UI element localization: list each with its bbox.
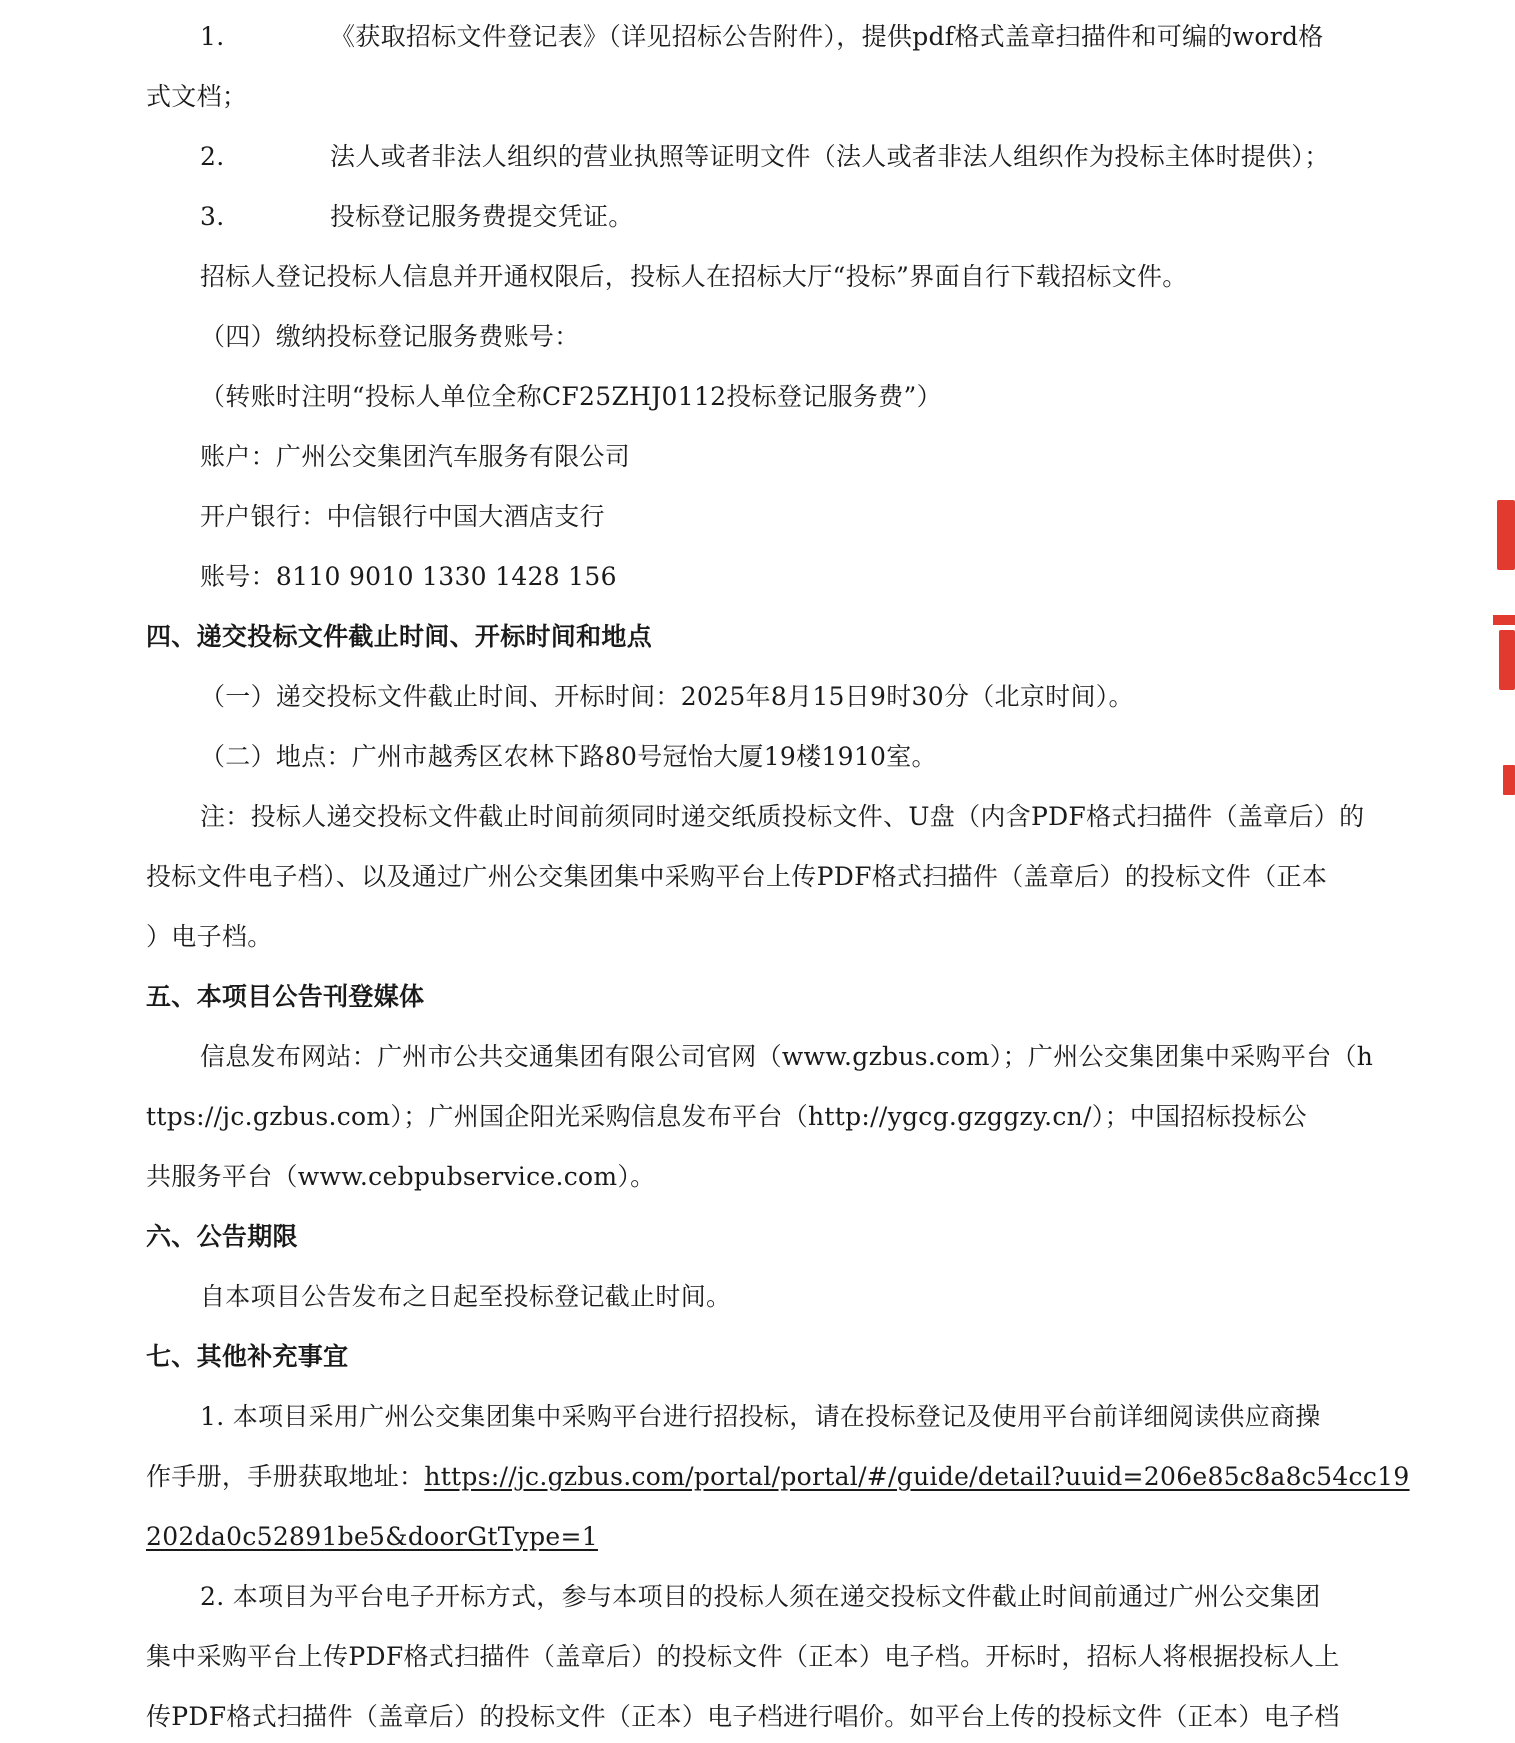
- bid-location: （二）地点：广州市越秀区农林下路80号冠怡大厦19楼1910室。: [200, 742, 937, 771]
- submission-note-line-2: 投标文件电子档）、以及通过广州公交集团集中采购平台上传PDF格式扫描件（盖章后）的投标文件（正本: [146, 862, 1328, 891]
- submission-note-line-3: ）电子档。: [146, 922, 273, 951]
- fee-account-title: （四）缴纳投标登记服务费账号：: [200, 322, 580, 351]
- manual-address-label: 作手册，手册获取地址：: [146, 1462, 425, 1491]
- fee-transfer-note: （转账时注明“投标人单位全称CF25ZHJ0112投标登记服务费”）: [200, 382, 942, 411]
- stamp-mark-2: [1493, 615, 1515, 625]
- requirement-item-3: [200, 202, 1465, 232]
- item-text: 法人或者非法人组织的营业执照等证明文件（法人或者非法人组织作为投标主体时提供）；: [330, 142, 1330, 171]
- section-4-heading: 四、递交投标文件截止时间、开标时间和地点: [146, 622, 653, 651]
- submission-deadline: （一）递交投标文件截止时间、开标时间：2025年8月15日9时30分（北京时间）。: [200, 682, 1134, 711]
- account-name: 账户：广州公交集团汽车服务有限公司: [200, 442, 631, 471]
- media-line-1: 信息发布网站：广州市公共交通集团有限公司官网（www.gzbus.com）；广州公交集团集中采购平台（h: [200, 1042, 1374, 1071]
- item-number: 1.: [200, 22, 225, 51]
- stamp-mark-4: [1503, 765, 1515, 795]
- requirement-item-1: [200, 22, 1465, 52]
- requirement-item-2: [200, 142, 1465, 172]
- supplement-item-1-line-1: 1. 本项目采用广州公交集团集中采购平台进行招投标，请在投标登记及使用平台前详细阅读供应商操: [200, 1402, 1321, 1431]
- supplement-item-2-line-3: 传PDF格式扫描件（盖章后）的投标文件（正本）电子档进行唱价。如平台上传的投标文件（正本）电子档: [146, 1702, 1340, 1731]
- section-7-heading: 七、其他补充事宜: [146, 1342, 349, 1371]
- item-number: 3.: [200, 202, 225, 231]
- section-6-heading: 六、公告期限: [146, 1222, 298, 1251]
- bank-name: 开户银行：中信银行中国大酒店支行: [200, 502, 605, 531]
- submission-note-line-1: 注：投标人递交投标文件截止时间前须同时递交纸质投标文件、U盘（内含PDF格式扫描件（盖章后）的: [200, 802, 1365, 831]
- supplement-item-2-line-2: 集中采购平台上传PDF格式扫描件（盖章后）的投标文件（正本）电子档。开标时，招标人将根据投标人上: [146, 1642, 1340, 1671]
- media-line-3: 共服务平台（www.cebpubservice.com）。: [146, 1162, 656, 1191]
- red-seal-stamp-fragment: [1490, 480, 1515, 820]
- supplement-item-1-line-2: [146, 1462, 1411, 1492]
- download-note: 招标人登记投标人信息并开通权限后，投标人在招标大厅“投标”界面自行下载招标文件。: [200, 262, 1188, 291]
- stamp-mark-3: [1499, 630, 1515, 690]
- notice-period: 自本项目公告发布之日起至投标登记截止时间。: [200, 1282, 732, 1311]
- section-5-heading: 五、本项目公告刊登媒体: [146, 982, 425, 1011]
- manual-link-continuation[interactable]: 202da0c52891be5&doorGtType=1: [146, 1522, 598, 1551]
- item-text: 投标登记服务费提交凭证。: [330, 202, 634, 231]
- manual-link[interactable]: https://jc.gzbus.com/portal/portal/#/guide/detail?uuid=206e85c8a8c54cc19: [424, 1462, 1410, 1491]
- media-line-2: ttps://jc.gzbus.com）；广州国企阳光采购信息发布平台（http://ygcg.gzggzy.cn/）；中国招标投标公: [146, 1102, 1307, 1131]
- stamp-mark-1: [1497, 500, 1515, 570]
- item-number: 2.: [200, 142, 225, 171]
- account-number: 账号：8110 9010 1330 1428 156: [200, 562, 617, 591]
- item-text: 《获取招标文件登记表》（详见招标公告附件），提供pdf格式盖章扫描件和可编的word格: [330, 22, 1324, 51]
- supplement-item-2-line-1: 2. 本项目为平台电子开标方式，参与本项目的投标人须在递交投标文件截止时间前通过广州公交集团: [200, 1582, 1321, 1611]
- requirement-item-1-continuation: 式文档；: [146, 82, 248, 111]
- supplement-item-1-line-3: [146, 1522, 1411, 1552]
